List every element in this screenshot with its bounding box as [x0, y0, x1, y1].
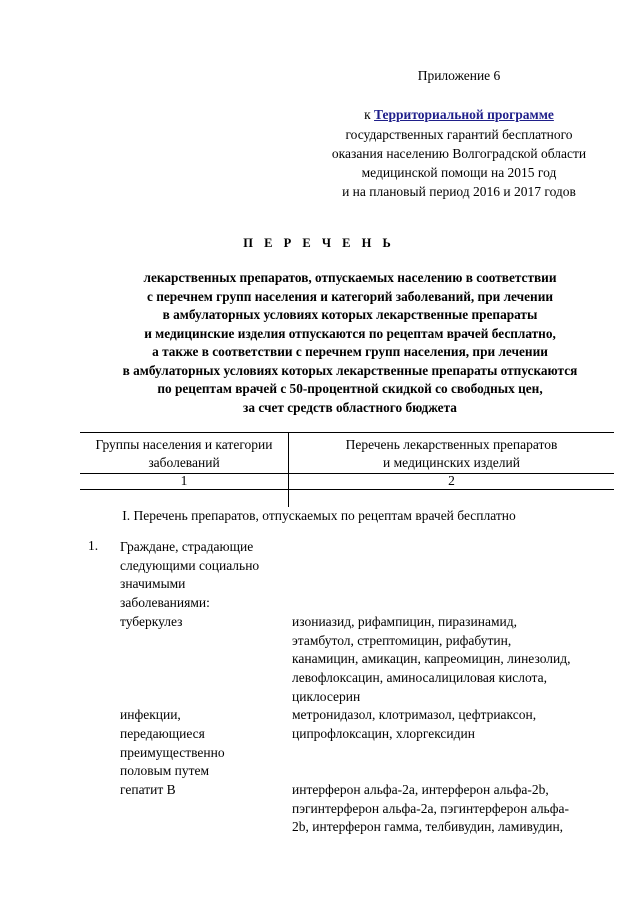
- section-heading: I. Перечень препаратов, отпускаемых по рецептам врачей бесплатно: [122, 508, 516, 523]
- drug-line: левофлоксацин, аминосалициловая кислота,: [292, 670, 547, 686]
- item-categories: [120, 538, 290, 800]
- table-rule-top: [80, 432, 614, 433]
- category-sti: передающиеся: [120, 726, 205, 742]
- drug-line: интерферон альфа-2а, интерферон альфа-2b,: [292, 782, 549, 797]
- col1-header-line: заболеваний: [148, 455, 220, 470]
- program-link[interactable]: Территориальной программе: [374, 107, 554, 123]
- drug-line: ципрофлоксацин, хлоргексидин: [292, 725, 475, 741]
- annex-line: и на плановый период 2016 и 2017 годов: [342, 184, 576, 200]
- col2-number: 2: [448, 473, 455, 488]
- subtitle-line: за счет средств областного бюджета: [243, 399, 457, 415]
- category-sti: половым путем: [120, 763, 210, 779]
- spacer: [120, 688, 290, 707]
- col1-header-line: Группы населения и категории: [95, 437, 273, 452]
- annex-line: медицинской помощи на 2015 год: [361, 165, 557, 181]
- annex-line: государственных гарантий бесплатного: [345, 126, 573, 142]
- document-title: П Е Р Е Ч Е Н Ь: [243, 236, 395, 250]
- group-line: значимыми: [120, 576, 186, 592]
- subtitle-line: в амбулаторных условиях которых лекарственные препараты отпускаются: [122, 362, 578, 378]
- drug-line: этамбутол, стрептомицин, рифабутин,: [292, 632, 512, 648]
- spacer: [120, 669, 290, 688]
- subtitle-line: лекарственных препаратов, отпускаемых населению в соответствии: [143, 270, 557, 285]
- drug-line: изониазид, рифампицин, пиразинамид,: [292, 614, 517, 629]
- spacer: [120, 632, 290, 651]
- category-tuberculosis: туберкулез: [120, 613, 183, 629]
- subtitle-line: по рецептам врачей с 50-процентной скидкой со свободных цен,: [157, 381, 543, 396]
- col2-header: [289, 436, 614, 472]
- subtitle-line: а также в соответствии с перечнем групп населения, при лечении: [152, 344, 548, 359]
- category-sti: инфекции,: [120, 707, 181, 723]
- annex-prefix: к: [364, 107, 375, 123]
- drugs-hepatitis-b: [292, 781, 622, 837]
- drug-line: канамицин, амикацин, капреомицин, линезолид,: [292, 651, 571, 667]
- document-subtitle: [60, 269, 638, 417]
- category-sti: преимущественно: [120, 744, 225, 760]
- col1-header: [80, 436, 288, 472]
- annex-title: Приложение 6: [417, 68, 501, 83]
- drug-line: метронидазол, клотримазол, цефтриаксон,: [292, 707, 537, 722]
- subtitle-line: и медицинские изделия отпускаются по рецептам врачей бесплатно,: [144, 325, 556, 341]
- drug-line: 2b, интерферон гамма, телбивудин, ламивудин,: [292, 819, 564, 835]
- drug-line: пэгинтерферон альфа-2а, пэгинтерферон альфа-: [292, 800, 569, 816]
- col2-header-line: и медицинских изделий: [383, 455, 520, 470]
- annex-line: оказания населению Волгоградской области: [331, 145, 587, 161]
- annex-block: [300, 66, 618, 202]
- subtitle-line: в амбулаторных условиях которых лекарственные препараты: [162, 307, 538, 322]
- item-number: 1.: [88, 538, 99, 553]
- category-hepatitis-b: гепатит B: [120, 782, 176, 798]
- col1-number: 1: [180, 473, 188, 488]
- drugs-tuberculosis: [292, 613, 622, 707]
- group-line: следующими социально: [120, 557, 260, 573]
- annex-ref-line: [300, 105, 618, 124]
- drug-line: циклосерин: [292, 688, 361, 704]
- spacer: [120, 650, 290, 669]
- drugs-sti: [292, 706, 622, 743]
- subtitle-line: с перечнем групп населения и категорий заболеваний, при лечении: [146, 288, 554, 304]
- col2-header-line: Перечень лекарственных препаратов: [345, 437, 558, 452]
- group-line: Граждане, страдающие: [120, 539, 254, 554]
- group-line: заболеваниями:: [120, 595, 210, 611]
